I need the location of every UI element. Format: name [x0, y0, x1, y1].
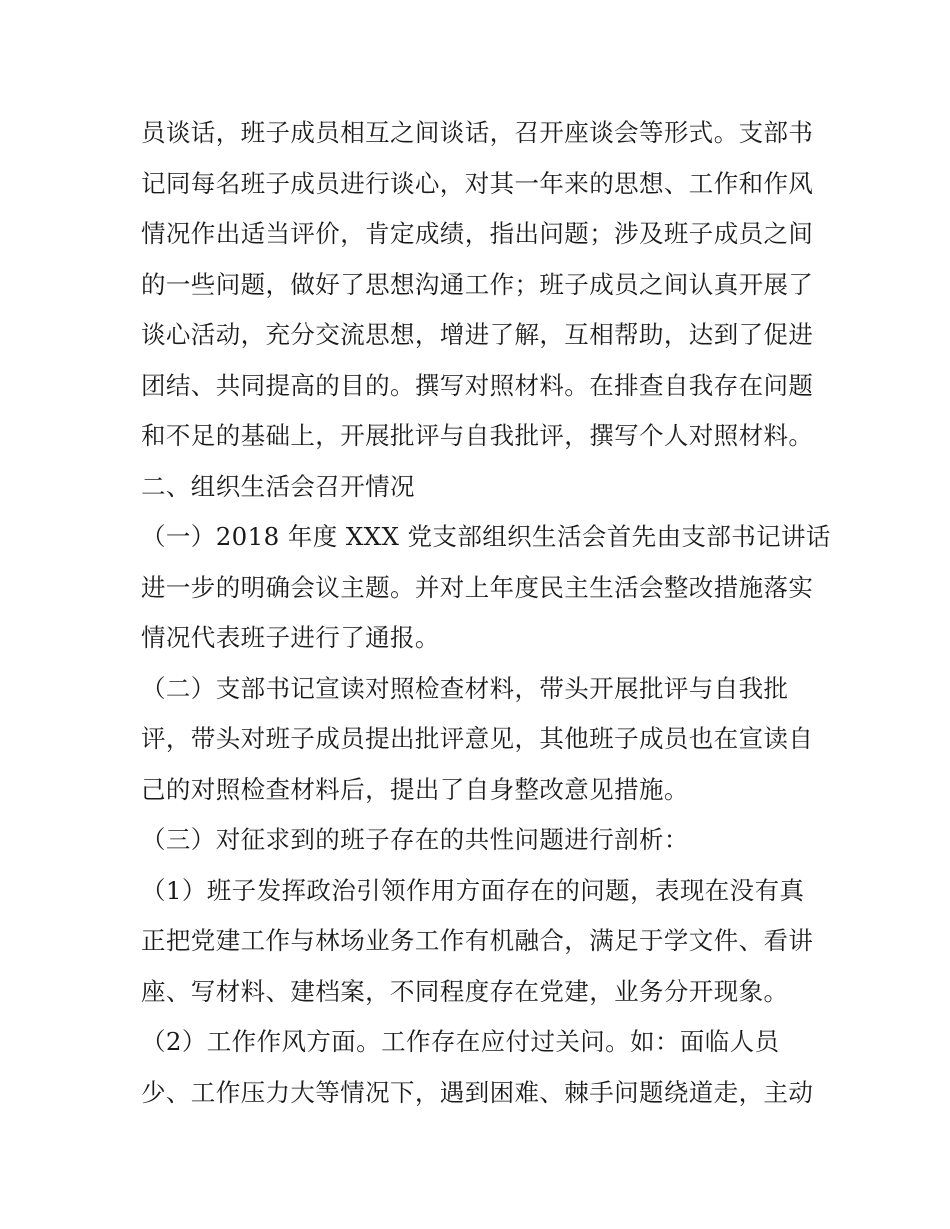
text-line: （2）工作作风方面。工作存在应付过关问。如：面临人员 — [141, 1027, 780, 1056]
text-line: （一）2018 年度 XXX 党支部组织生活会首先由支部书记讲话 — [141, 522, 831, 551]
text-line: 进一步的明确会议主题。并对上年度民主生活会整改措施落实 — [141, 572, 814, 602]
text-line: 记同每名班子成员进行谈心，对其一年来的思想、工作和作风 — [141, 168, 814, 198]
text-line: 己的对照检查材料后，提出了自身整改意见措施。 — [141, 774, 689, 804]
text-line: 情况代表班子进行了通报。 — [141, 623, 440, 652]
text-line: 谈心活动，充分交流思想，增进了解，互相帮助，达到了促进 — [141, 320, 814, 349]
section-heading: 二、组织生活会召开情况 — [141, 471, 415, 501]
text-line: 员谈话，班子成员相互之间谈话，召开座谈会等形式。支部书 — [141, 118, 814, 147]
text-line: （三）对征求到的班子存在的共性问题进行剖析： — [141, 825, 689, 854]
text-line: （1）班子发挥政治引领作用方面存在的问题，表现在没有真 — [141, 875, 805, 905]
text-line: 的一些问题，做好了思想沟通工作；班子成员之间认真开展了 — [141, 269, 814, 299]
text-line: 团结、共同提高的目的。撰写对照材料。在排查自我存在问题 — [141, 370, 814, 400]
text-line: 评，带头对班子成员提出批评意见，其他班子成员也在宣读自 — [141, 724, 814, 753]
text-line: 正把党建工作与林场业务工作有机融合，满足于学文件、看讲 — [141, 926, 814, 955]
text-line: 和不足的基础上，开展批评与自我批评，撰写个人对照材料。 — [141, 421, 814, 450]
text-line: 情况作出适当评价，肯定成绩，指出问题；涉及班子成员之间 — [141, 219, 814, 248]
body-text — [141, 108, 831, 1118]
text-line: 座、写材料、建档案，不同程度存在党建，业务分开现象。 — [141, 976, 789, 1006]
text-line: （二）支部书记宣读对照检查材料，带头开展批评与自我批 — [141, 673, 789, 703]
text-line: 少、工作压力大等情况下，遇到困难、棘手问题绕道走，主动 — [141, 1077, 814, 1107]
